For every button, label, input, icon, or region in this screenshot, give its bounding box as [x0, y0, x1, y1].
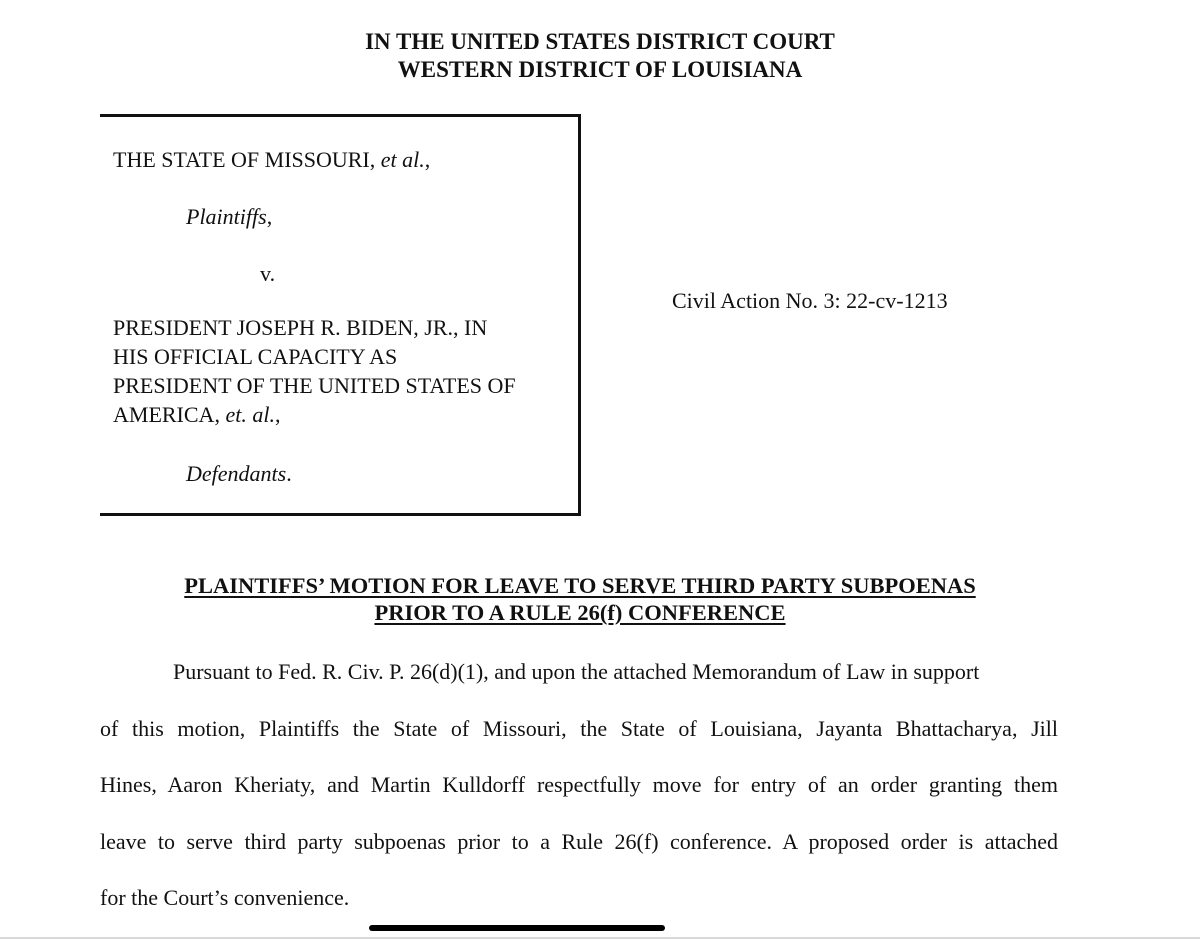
plaintiff-et-al: et al. — [380, 147, 425, 172]
plaintiff-name: THE STATE OF MISSOURI, — [113, 147, 381, 172]
court-heading — [0, 28, 1200, 84]
body-line-4: leave to serve third party subpoenas prior to a Rule 26(f) conference. A proposed order is attached — [100, 829, 1058, 854]
defendant-america: AMERICA, — [113, 402, 226, 427]
defendant-comma: , — [274, 402, 281, 427]
body-line-5: for the Court’s convenience. — [100, 885, 350, 910]
plaintiffs-label: Plaintiffs — [186, 204, 267, 229]
body-line-1: Pursuant to Fed. R. Civ. P. 26(d)(1), and upon the attached Memorandum of Law in support — [173, 659, 980, 684]
body-line-3: Hines, Aaron Kheriaty, and Martin Kulldorff respectfully move for entry of an order granting them — [100, 772, 1058, 797]
defendant-party — [113, 313, 516, 429]
defendant-et-al: et. al. — [225, 402, 275, 427]
defendants-period: . — [286, 461, 292, 486]
defendant-line-3: PRESIDENT OF THE UNITED STATES OF — [113, 373, 516, 398]
plaintiffs-comma: , — [266, 204, 273, 229]
motion-title — [0, 572, 1160, 626]
case-number: Civil Action No. 3: 22-cv-1213 — [672, 288, 948, 313]
body-line-2: of this motion, Plaintiffs the State of Missouri, the State of Louisiana, Jayanta Bhattacharya, Jill — [100, 716, 1058, 741]
motion-title-line-1: PLAINTIFFS’ MOTION FOR LEAVE TO SERVE THIRD PARTY SUBPOENAS — [184, 573, 976, 598]
defendant-line-1: PRESIDENT JOSEPH R. BIDEN, JR., IN — [113, 315, 488, 340]
defendants-designation — [186, 459, 292, 488]
defendants-label: Defendants — [186, 461, 287, 486]
defendant-line-4 — [113, 400, 516, 429]
home-indicator[interactable] — [369, 925, 665, 931]
defendant-line-2: HIS OFFICIAL CAPACITY AS — [113, 344, 398, 369]
motion-title-line-2: PRIOR TO A RULE 26(f) CONFERENCE — [374, 600, 786, 625]
court-district: WESTERN DISTRICT OF LOUISIANA — [397, 57, 803, 82]
plaintiff-comma: , — [424, 147, 431, 172]
versus: v. — [260, 261, 276, 286]
court-name: IN THE UNITED STATES DISTRICT COURT — [365, 29, 835, 54]
plaintiffs-designation — [186, 202, 272, 231]
plaintiff-party — [113, 145, 430, 174]
